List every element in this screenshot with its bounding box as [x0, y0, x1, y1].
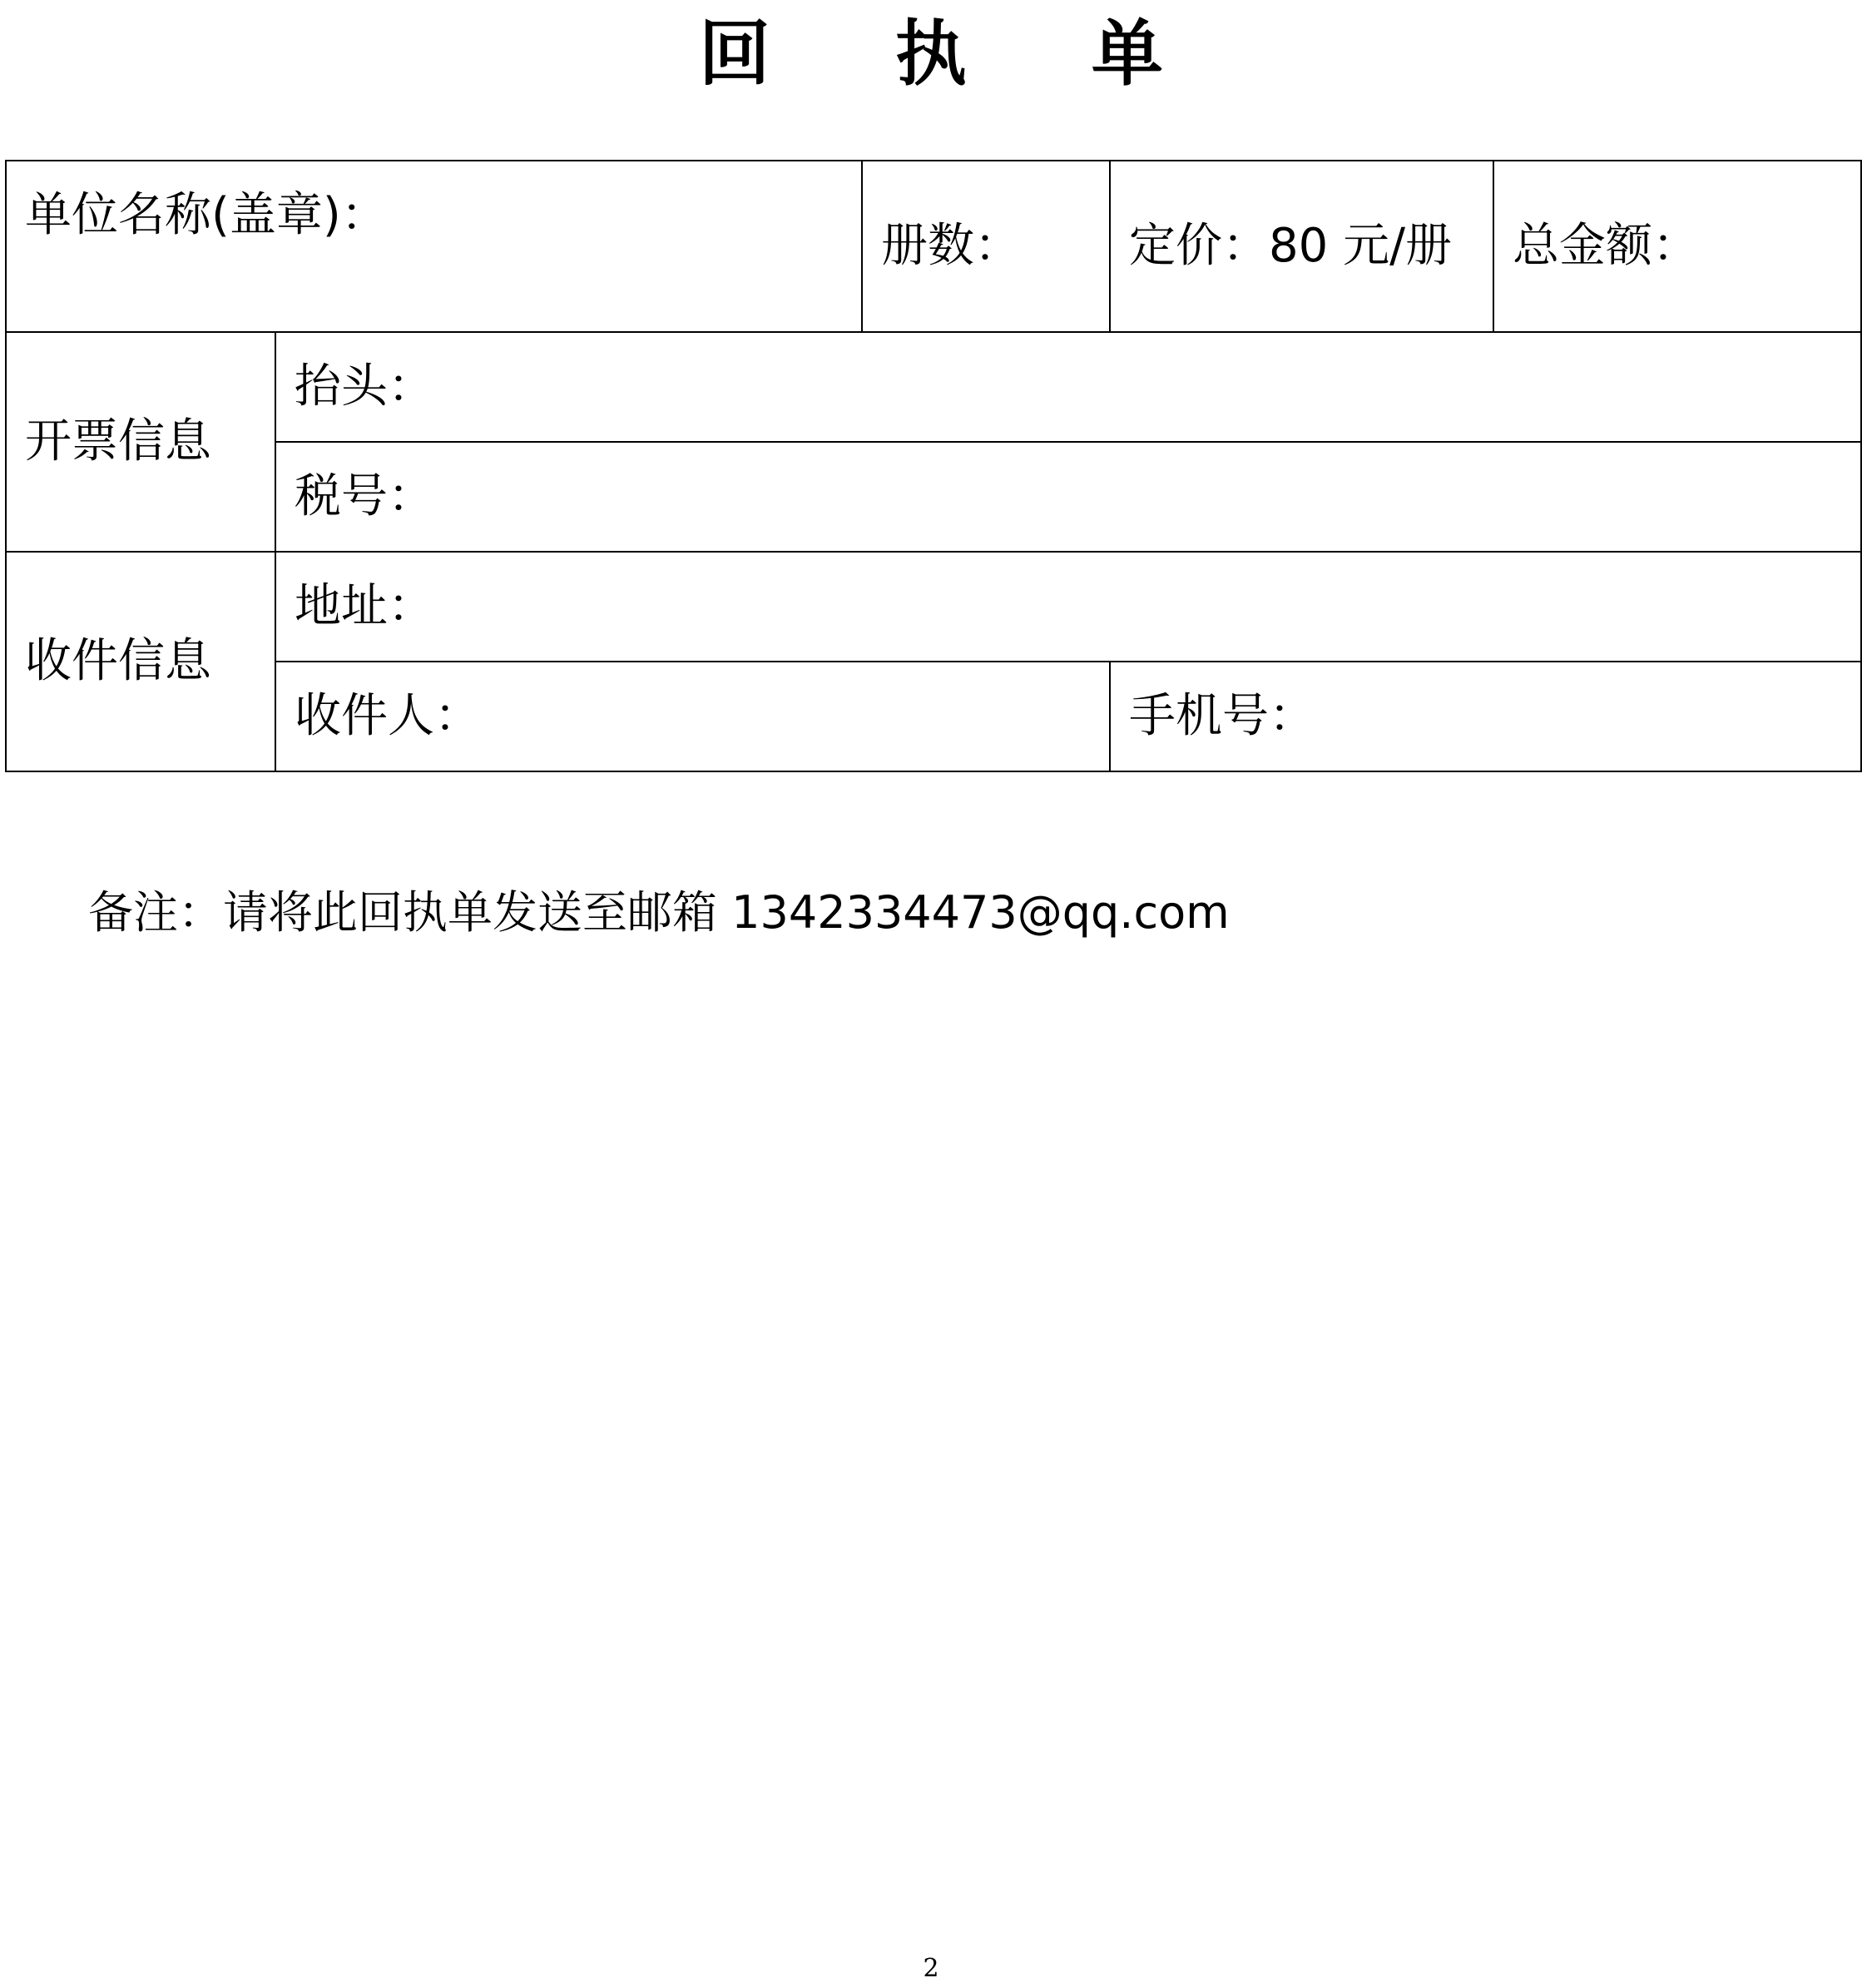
shipping-section-label: 收件信息 [6, 552, 275, 771]
tax-number-field[interactable]: 税号： [275, 442, 1861, 552]
address-field[interactable]: 地址： [275, 552, 1861, 662]
total-amount-cell[interactable]: 总金额： [1493, 161, 1861, 332]
unit-name-cell[interactable]: 单位名称(盖章)： [6, 161, 862, 332]
document-title: 回 执 单 [699, 12, 1213, 96]
receipt-form-table [5, 160, 1862, 772]
recipient-row [6, 662, 1861, 771]
tax-number-row [6, 442, 1861, 552]
invoice-section-label: 开票信息 [6, 332, 275, 552]
invoice-title-row [6, 332, 1861, 442]
phone-field[interactable]: 手机号： [1110, 662, 1861, 771]
unit-price-cell: 定价：80 元/册 [1110, 161, 1493, 332]
remark-note: 备注：请将此回执单发送至邮箱 1342334473@qq.com [88, 886, 1230, 939]
header-row [6, 161, 1861, 332]
copies-cell[interactable]: 册数： [862, 161, 1110, 332]
invoice-header-field[interactable]: 抬头： [275, 332, 1861, 442]
address-row [6, 552, 1861, 662]
recipient-field[interactable]: 收件人： [275, 662, 1110, 771]
page-number: 2 [923, 1954, 939, 1983]
